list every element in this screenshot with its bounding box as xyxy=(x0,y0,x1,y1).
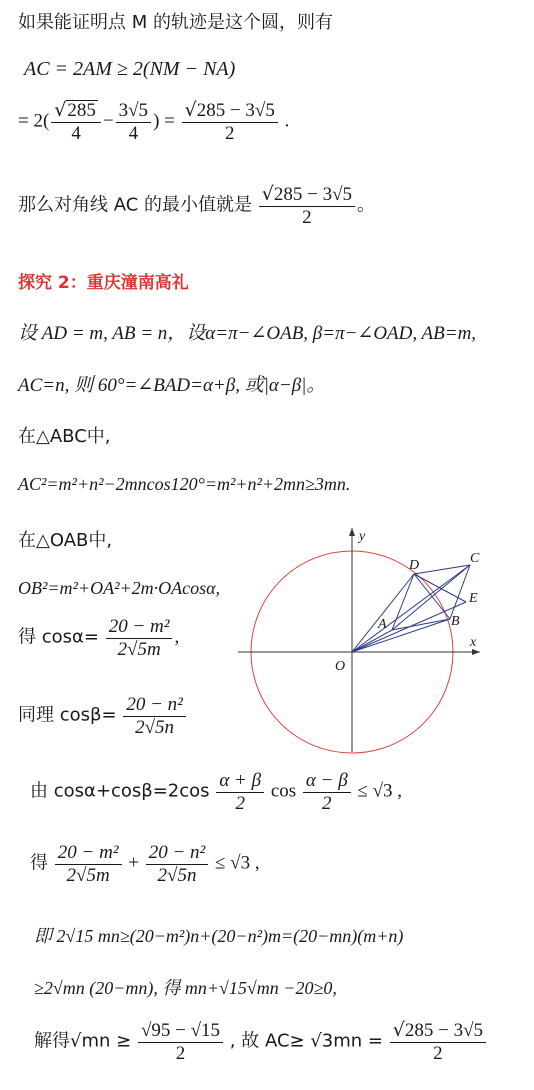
conclusion-text: 那么对角线 AC 的最小值就是 xyxy=(18,194,253,216)
eq2-frac-1: $\frac{√285}{4}$ xyxy=(51,100,101,145)
label-c: C xyxy=(470,551,480,566)
sol-num: √95 − √15 xyxy=(138,1020,223,1043)
de-plus: + xyxy=(128,852,139,874)
sum-prefix: 由 cosα+cosβ=2cos xyxy=(30,780,210,802)
label-x: x xyxy=(470,635,477,650)
cos-alpha-num: 20 − m² xyxy=(106,616,173,639)
de-prefix: 得 xyxy=(30,852,48,874)
sol-f2-num: 285 − 3√5 xyxy=(404,1020,484,1041)
sum-cos: cos xyxy=(270,780,297,802)
label-d: D xyxy=(409,558,420,573)
cos-beta-frac xyxy=(123,694,186,739)
label-o: O xyxy=(335,659,346,674)
eq2-frac-3: $\frac{√285 - 3√5}{2}$ xyxy=(182,100,278,145)
y-axis-arrow xyxy=(349,528,355,536)
sum-suffix: ≤ √3 , xyxy=(357,780,403,802)
de-f2-den: 2√5n xyxy=(157,864,197,886)
eq2-prefix: = 2( xyxy=(18,110,50,132)
eq2-frac-2 xyxy=(116,100,151,145)
de-frac-2 xyxy=(146,842,209,887)
de-frac-1 xyxy=(55,842,122,887)
segment-ad xyxy=(392,574,414,630)
equation-expansion: = 2( $\frac{√285}{4}$ − $\frac{3√5}{4}$ ) = $\frac{√285 - 3√5}{2}$ . xyxy=(18,99,290,144)
circle-figure xyxy=(234,526,484,756)
sol-f2-den: 2 xyxy=(433,1042,443,1064)
sol-prefix: 解得√mn ≥ xyxy=(34,1030,132,1052)
sol-frac-2: $\frac{√285 - 3√5}{2}$ xyxy=(390,1020,486,1065)
sum-f1-num: α + β xyxy=(216,770,264,793)
cos-beta-prefix: 同理 cosβ= xyxy=(18,704,117,726)
eq2-f3-den: 2 xyxy=(224,122,235,144)
de-line xyxy=(30,842,260,887)
conclusion-line: 那么对角线 AC 的最小值就是 $\frac{√285 - 3√5}{2}$ 。 xyxy=(18,183,376,228)
in-triangle-abc: 在△ABC中, xyxy=(18,426,111,447)
de-f2-num: 20 − n² xyxy=(146,842,209,865)
cos-beta-den: 2√5n xyxy=(135,716,175,738)
intro-text: 如果能证明点 M 的轨迹是这个圆，则有 xyxy=(18,12,333,33)
cos-alpha-den: 2√5m xyxy=(117,638,161,660)
ob-squared-equation: OB²=m²+OA²+2m·OAcosα, xyxy=(18,578,221,598)
sum-f2-num: α − β xyxy=(303,770,351,793)
sum-f1-den: 2 xyxy=(235,792,245,814)
sum-line xyxy=(30,770,402,815)
sum-f2-den: 2 xyxy=(322,792,332,814)
segment-db xyxy=(414,574,450,619)
sum-frac-2 xyxy=(303,770,351,815)
set-line-1: 设 AD = m, AB = n，设α=π−∠OAB, β=π−∠OAD, AB=m, xyxy=(18,323,477,344)
sol-frac-1 xyxy=(138,1020,223,1065)
eq2-f1-num: 285 xyxy=(67,100,96,121)
label-a: A xyxy=(378,617,387,632)
eq2-f1-den: 4 xyxy=(71,122,81,144)
segment-de xyxy=(414,574,466,602)
ji-line: 即 2√15 mn≥(20−m²)n+(20−n²)m=(20−mn)(m+n) xyxy=(34,926,404,946)
label-y: y xyxy=(359,529,366,544)
sum-frac-1 xyxy=(216,770,264,815)
eq2-f3-num: 285 − 3√5 xyxy=(196,100,275,122)
set-line-2: AC=n, 则 60°=∠BAD=α+β, 或|α−β|。 xyxy=(18,375,326,396)
cos-alpha-line: 得 cosα= $\frac{\text{20 − m²}}{2√5m}$ , xyxy=(18,616,180,660)
de-f1-den: 2√5m xyxy=(66,864,110,886)
in-triangle-oab: 在△OAB中, xyxy=(18,530,113,551)
cos-alpha-frac xyxy=(106,616,173,661)
section-title: 探究 2：重庆潼南高礼 xyxy=(18,273,189,293)
eq2-f2-num: 3√5 xyxy=(116,100,151,123)
segment-ob xyxy=(352,619,450,652)
de-f1-num: 20 − m² xyxy=(55,842,122,865)
conclusion-frac: $\frac{√285 - 3√5}{2}$ xyxy=(259,184,355,229)
solution-line xyxy=(34,1020,488,1065)
cos-beta-line xyxy=(18,694,188,739)
conclusion-num: 285 − 3√5 xyxy=(273,184,353,205)
label-e: E xyxy=(469,591,478,606)
ge-line: ≥2√mn (20−mn), 得 mn+√15√mn −20≥0, xyxy=(34,978,337,998)
cos-alpha-prefix: 得 cosα= xyxy=(18,626,99,648)
eq2-mid: ) = xyxy=(153,110,175,132)
label-b: B xyxy=(451,614,460,629)
equation-ac-2am: AC = 2AM ≥ 2(NM − NA) xyxy=(24,58,236,80)
sol-mid: , 故 AC≥ √3mn = xyxy=(229,1030,383,1052)
sol-den: 2 xyxy=(175,1042,186,1064)
cos-beta-num: 20 − n² xyxy=(123,694,186,717)
de-suffix: ≤ √3 , xyxy=(215,852,260,874)
eq2-f2-den: 4 xyxy=(128,122,139,144)
ac-squared-equation: AC²=m²+n²−2mncos120°=m²+n²+2mn≥3mn. xyxy=(18,474,351,494)
conclusion-den: 2 xyxy=(302,206,312,228)
